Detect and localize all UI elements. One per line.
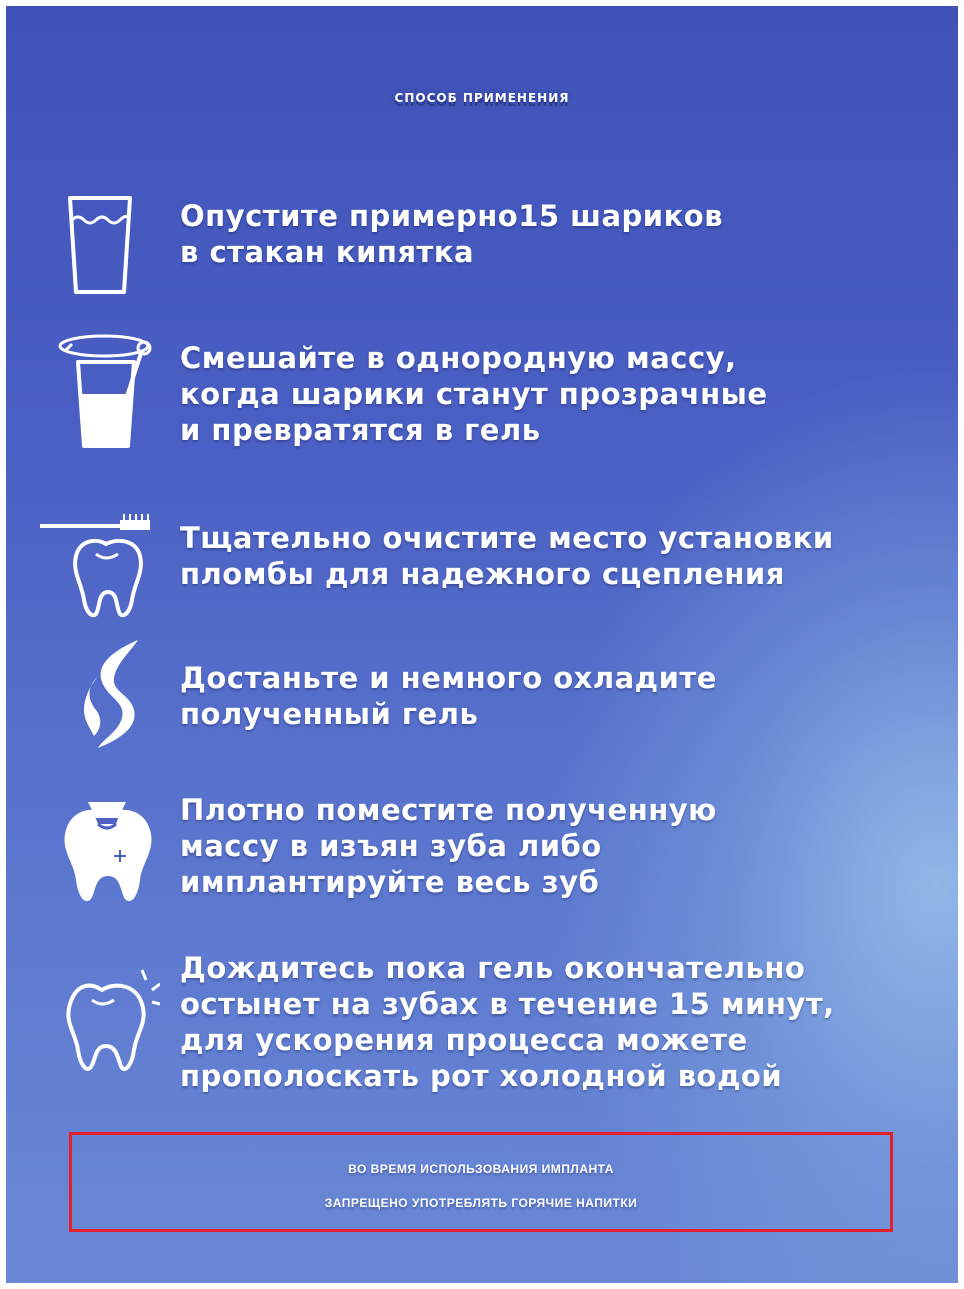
toothbrush-tooth-icon — [36, 510, 156, 622]
step-3-text — [180, 520, 940, 592]
step-3-line-2: пломбы для надежного сцепления — [180, 557, 785, 591]
step-6-line-4: прополоскать рот холодной водой — [180, 1059, 783, 1093]
glass-of-water-icon — [40, 194, 160, 298]
cold-tooth-icon — [40, 966, 160, 1076]
step-2-text — [180, 340, 940, 448]
instruction-panel — [6, 6, 958, 1283]
filled-tooth-icon — [40, 798, 160, 906]
warning-line-1: ВО ВРЕМЯ ИСПОЛЬЗОВАНИЯ ИМПЛАНТА — [348, 1162, 614, 1176]
step-3-line-1: Тщательно очистите место установки — [180, 521, 834, 555]
step-5-text — [180, 792, 940, 900]
step-2-line-1: Смешайте в однородную массу, — [180, 341, 737, 375]
step-1-line-1: Опустите примерно15 шариков — [180, 199, 724, 233]
step-2-line-2: когда шарики станут прозрачные — [180, 377, 768, 411]
warning-line-2: ЗАПРЕЩЕНО УПОТРЕБЛЯТЬ ГОРЯЧИЕ НАПИТКИ — [324, 1196, 638, 1210]
step-5-line-3: имплантируйте весь зуб — [180, 865, 600, 899]
step-6-line-3: для ускорения процесса можете — [180, 1023, 748, 1057]
step-5-line-2: массу в изъян зуба либо — [180, 829, 602, 863]
step-4-text — [180, 660, 940, 732]
step-6-line-2: остынет на зубах в течение 15 минут, — [180, 987, 835, 1021]
step-2-line-3: и превратятся в гель — [180, 413, 541, 447]
stirring-glass-icon — [40, 328, 160, 452]
steam-icon — [40, 636, 160, 752]
step-5-line-1: Плотно поместите полученную — [180, 793, 717, 827]
step-4-line-1: Достаньте и немного охладите — [180, 661, 717, 695]
warning-box — [69, 1132, 893, 1232]
step-1-line-2: в стакан кипятка — [180, 235, 475, 269]
page-title: СПОСОБ ПРИМЕНЕНИЯ — [394, 91, 570, 105]
warning-text — [72, 1152, 890, 1220]
step-1-text — [180, 198, 940, 270]
step-6-line-1: Дождитесь пока гель окончательно — [180, 951, 806, 985]
step-4-line-2: полученный гель — [180, 697, 479, 731]
step-6-text — [180, 950, 940, 1094]
